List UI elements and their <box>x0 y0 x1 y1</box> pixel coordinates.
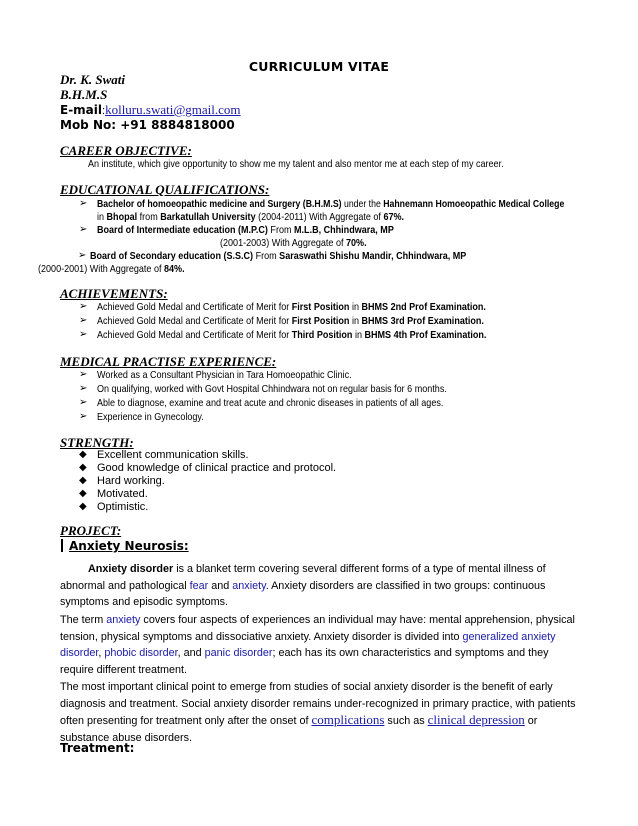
edu-bhms-degree: Bachelor of homoeopathic medicine and Surgery (B.H.M.S) <box>97 198 342 210</box>
arrow-bullet-icon: ➢ <box>79 315 88 326</box>
experience-heading: MEDICAL PRACTISE EXPERIENCE: <box>60 354 277 369</box>
edu-bhms-univ: Barkatullah University <box>160 211 256 223</box>
diamond-bullet-icon: ◆ <box>79 501 87 512</box>
experience-item: Able to diagnose, examine and treat acute and chronic diseases in patients of all ages. <box>97 397 444 409</box>
achievement-exam: BHMS 3rd Prof Examination. <box>361 315 484 327</box>
career-text: An institute, which give opportunity to show me my talent and also mentor me at each step of my career. <box>88 158 504 170</box>
link-generalized-anxiety-disorder[interactable]: generalized anxiety disorder <box>60 630 556 659</box>
link-phobic-disorder[interactable]: phobic disorder <box>104 647 178 659</box>
edu-bhms-agg: 67%. <box>383 211 405 223</box>
link-anxiety[interactable]: anxiety <box>232 579 266 592</box>
achievement-pre: Achieved Gold Medal and Certificate of Merit for <box>97 301 292 313</box>
achievement-position: First Position <box>291 301 350 313</box>
edu-inter-degree: Board of Intermediate education (M.P.C) <box>97 224 268 236</box>
p1-text-c: . Anxiety disorders are classified in two groups: continuous symptoms and episodic symptoms. <box>60 579 546 608</box>
achievement-mid: in <box>349 315 362 327</box>
strength-item: Optimistic. <box>97 501 149 513</box>
strength-item: Good knowledge of clinical practice and protocol. <box>97 462 337 474</box>
arrow-bullet-icon: ➢ <box>79 411 88 422</box>
achievement-item <box>97 329 486 341</box>
p2-text-a: The term <box>60 614 107 626</box>
achievements-heading: ACHIEVEMENTS: <box>60 286 168 301</box>
arrow-bullet-icon: ➢ <box>79 397 88 408</box>
edu-bhms-college: Hahnemann Homoeopathic Medical College <box>383 198 565 210</box>
experience-item: On qualifying, worked with Govt Hospital Chhindwara not on regular basis for 6 months. <box>97 383 447 395</box>
achievement-pre: Achieved Gold Medal and Certificate of Merit for <box>97 315 292 327</box>
p2-text-e: ; each has its own characteristics and symptoms and they require different treatment. <box>60 647 549 676</box>
experience-item: Worked as a Consultant Physician in Tara Homoeopathic Clinic. <box>97 369 352 381</box>
candidate-degree: B.H.M.S <box>60 87 108 102</box>
edu-bhms-mid: under the <box>341 198 384 210</box>
p2-text-b: covers four aspects of experiences an individual may have: mental apprehension, physical tension, physical symptoms and dissociative anxiety. Anxiety disorder is divided into <box>60 614 575 643</box>
candidate-name: Dr. K. Swati <box>60 72 126 87</box>
p2-text-c: , <box>98 647 105 659</box>
p3-text-b: such as <box>384 715 428 727</box>
edu-ssc-years: (2000-2001) With Aggregate of <box>38 263 165 275</box>
edu-inter-college: M.L.B, Chhindwara, MP <box>294 224 394 236</box>
strength-item: Hard working. <box>97 475 165 487</box>
arrow-bullet-icon: ➢ <box>79 329 88 340</box>
edu-inter-line2 <box>220 237 367 249</box>
edu-ssc-degree: Board of Secondary education (S.S.C) <box>90 250 254 262</box>
achievement-position: Third Position <box>291 329 353 341</box>
achievement-mid: in <box>352 329 365 341</box>
edu-ssc-school: Saraswathi Shishu Mandir, Chhindwara, MP <box>279 250 467 262</box>
edu-bhms-in: in <box>97 211 107 223</box>
email-link[interactable]: kolluru.swati@gmail.com <box>105 102 241 117</box>
edu-bhms-years: (2004-2011) With Aggregate of <box>255 211 384 223</box>
mobile-label: Mob No <box>60 118 112 132</box>
achievement-item <box>97 315 484 327</box>
strength-item: Excellent communication skills. <box>97 449 249 461</box>
page-title: CURRICULUM VITAE <box>248 59 390 74</box>
term-anxiety-disorder: Anxiety disorder <box>88 563 174 575</box>
achievement-exam: BHMS 4th Prof Examination. <box>364 329 487 341</box>
education-heading: EDUCATIONAL QUALIFICATIONS: <box>60 182 270 197</box>
achievement-item <box>97 301 486 313</box>
link-panic-disorder[interactable]: panic disorder <box>204 647 273 659</box>
achievement-position: First Position <box>291 315 350 327</box>
arrow-bullet-icon: ➢ <box>78 250 87 261</box>
arrow-bullet-icon: ➢ <box>79 198 88 209</box>
achievement-exam: BHMS 2nd Prof Examination. <box>361 301 486 313</box>
arrow-bullet-icon: ➢ <box>79 369 88 380</box>
edu-ssc-line2 <box>38 263 185 275</box>
email-label: E-mail <box>60 103 103 117</box>
p3-text-c: or substance abuse disorders. <box>60 715 538 744</box>
edu-inter-years: (2001-2003) With Aggregate of <box>220 237 347 249</box>
project-subheading: Anxiety Neurosis: <box>69 539 189 553</box>
arrow-bullet-icon: ➢ <box>79 383 88 394</box>
text-cursor-bar <box>61 539 63 552</box>
edu-ssc-line1 <box>90 250 466 262</box>
email-sep: : <box>102 105 106 117</box>
arrow-bullet-icon: ➢ <box>79 224 88 235</box>
project-heading: PROJECT: <box>60 523 122 538</box>
edu-ssc-from: From <box>253 250 280 262</box>
link-complications[interactable]: complications <box>311 712 385 727</box>
edu-bhms-line2 <box>97 211 404 223</box>
edu-ssc-agg: 84%. <box>164 263 185 275</box>
edu-bhms-from: from <box>137 211 161 223</box>
career-heading: CAREER OBJECTIVE: <box>60 143 192 158</box>
edu-inter-from: From <box>267 224 295 236</box>
project-paragraph-1 <box>60 561 580 611</box>
p3-text-a: The most important clinical point to emerge from studies of social anxiety disorder is the benefit of early diagnosis and treatment. Social anxiety disorder remains under-recognized in primary practice, with patients often presenting for treatment only after the onset of <box>60 681 576 727</box>
mobile-number: +91 8884818000 <box>120 118 235 132</box>
diamond-bullet-icon: ◆ <box>79 488 87 499</box>
strength-item: Motivated. <box>97 488 148 500</box>
experience-item: Experience in Gynecology. <box>97 411 204 423</box>
p1-text-a: is a blanket term covering several different forms of a type of mental illness of abnormal and pathological <box>60 563 546 592</box>
p2-text-d: , and <box>177 647 205 659</box>
project-paragraph-3 <box>60 679 580 746</box>
mobile-sep: : <box>111 118 121 132</box>
project-paragraph-2 <box>60 612 580 678</box>
arrow-bullet-icon: ➢ <box>79 301 88 312</box>
diamond-bullet-icon: ◆ <box>79 462 87 473</box>
mobile-line <box>60 116 235 134</box>
link-clinical-depression[interactable]: clinical depression <box>427 712 525 727</box>
link-fear[interactable]: fear <box>189 579 209 592</box>
treatment-heading: Treatment: <box>60 741 135 755</box>
edu-bhms-city: Bhopal <box>106 211 138 223</box>
diamond-bullet-icon: ◆ <box>79 475 87 486</box>
edu-inter-line1 <box>97 224 394 236</box>
p1-text-and: and <box>208 579 233 592</box>
diamond-bullet-icon: ◆ <box>79 449 87 460</box>
edu-bhms-line1 <box>97 198 564 210</box>
achievement-mid: in <box>349 301 362 313</box>
strength-heading: STRENGTH: <box>60 435 134 450</box>
edu-inter-agg: 70%. <box>346 237 367 249</box>
achievement-pre: Achieved Gold Medal and Certificate of Merit for <box>97 329 292 341</box>
link-anxiety[interactable]: anxiety <box>106 614 141 626</box>
